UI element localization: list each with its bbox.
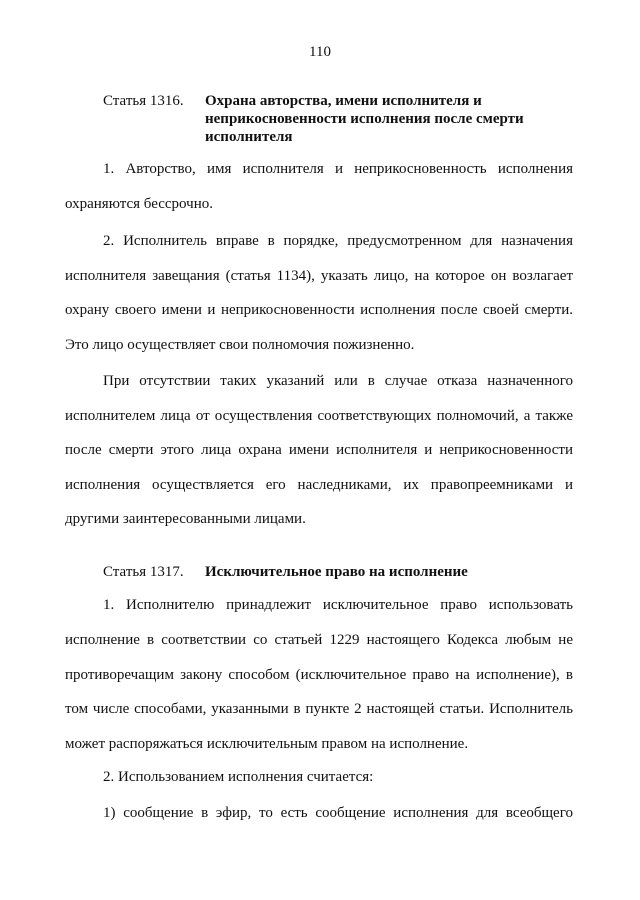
article-1316-heading — [103, 92, 583, 148]
article-number: Статья 1316. — [103, 93, 184, 109]
article-1316-paragraph-1: 1. Авторство, имя исполнителя и неприкосновенность исполнения охраняются бессрочно. — [65, 161, 573, 212]
article-number: Статья 1317. — [103, 564, 184, 580]
article-1316-paragraph-2: 2. Исполнитель вправе в порядке, предусмотренном для назначения исполнителя завещания (статья 1134), указать лицо, на которое он возлагает охрану своего имени и неприкосновенности исполнения после своей смерти. Это лицо осуществляет свои полномочия пожизненно. — [65, 233, 573, 353]
article-1317-paragraph-1: 1. Исполнителю принадлежит исключительное право использовать исполнение в соответствии со статьей 1229 настоящего Кодекса любым не противоречащим закону способом (исключительное право на исполнение), в том числе способами, указанными в пункте 2 настоящей статьи. Исполнитель может распоряжаться исключительным правом на исполнение. — [65, 597, 573, 753]
article-1317-heading — [103, 563, 583, 583]
article-title: Охрана авторства, имени исполнителя и неприкосновенности исполнения после смерти исполнителя — [205, 93, 524, 145]
article-1316-paragraph-3: При отсутствии таких указаний или в случае отказа назначенного исполнителем лица от осуществления соответствующих полномочий, а также после смерти этого лица охрана имени исполнителя и неприкосновенности исполнения осуществляется его наследниками, их правопреемниками и другими заинтересованными лицами. — [65, 373, 573, 527]
article-title: Исключительное право на исполнение — [205, 564, 468, 580]
article-1317-paragraph-2: 2. Использованием исполнения считается: — [103, 769, 374, 785]
article-1317-paragraph-3: 1) сообщение в эфир, то есть сообщение исполнения для всеобщего — [103, 805, 573, 821]
page-number: 110 — [309, 44, 331, 60]
